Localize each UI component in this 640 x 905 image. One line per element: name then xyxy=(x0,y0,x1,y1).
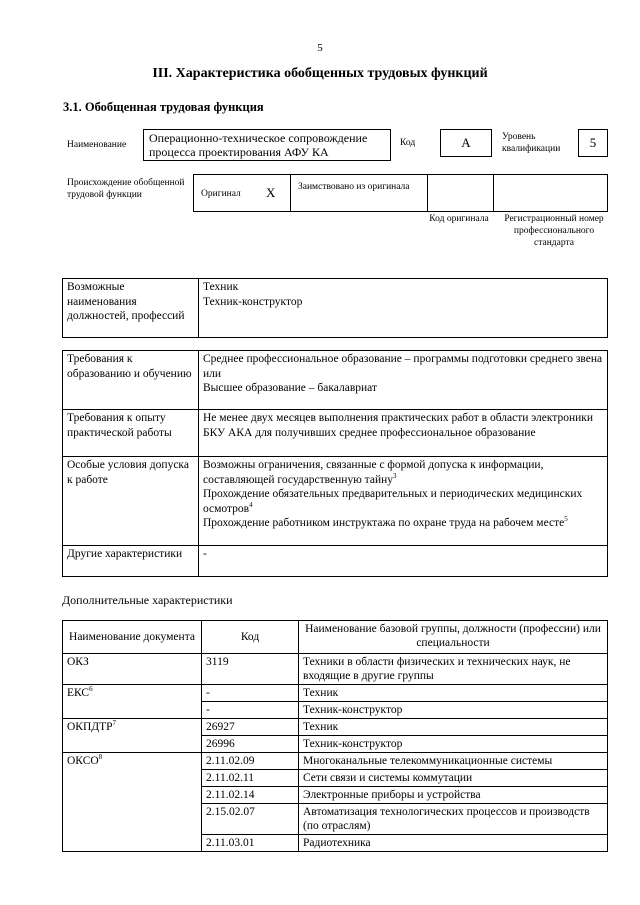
code-cell: 2.11.02.09 xyxy=(202,753,299,770)
code-original-caption: Код оригинала xyxy=(429,214,489,224)
group-name-cell: Сети связи и системы коммутации xyxy=(299,770,608,787)
table-row xyxy=(63,351,608,410)
positions-table xyxy=(62,278,608,338)
footnote-ref: 4 xyxy=(249,500,253,509)
req-line: Прохождение работником инструктажа по охране труда на рабочем месте$^5$ xyxy=(203,515,568,529)
page-number: 5 xyxy=(317,42,323,54)
group-name-cell: Многоканальные телекоммуникационные системы xyxy=(299,753,608,770)
name-label: Наименование xyxy=(67,140,127,150)
table-row xyxy=(63,654,608,685)
table-row xyxy=(63,685,608,702)
doc-name-cell: ОКЗ xyxy=(63,654,202,685)
code-cell: 2.11.02.11 xyxy=(202,770,299,787)
footnote-ref: 3 xyxy=(393,471,397,480)
req-label-experience: Требования к опыту практической работы xyxy=(63,410,199,457)
group-name-cell: Техники в области физических и технических наук, не входящие в другие группы xyxy=(299,654,608,685)
group-name-cell: Техник xyxy=(299,685,608,702)
doc-name-cell: ОКСО$^8$ xyxy=(63,753,202,852)
code-cell: 2.11.03.01 xyxy=(202,835,299,852)
table-header-row xyxy=(63,621,608,654)
position-item: Техник-конструктор xyxy=(203,295,303,308)
borrowed-label: Заимствовано из оригинала xyxy=(298,182,410,192)
group-name-cell: Техник-конструктор xyxy=(299,702,608,719)
code-value: А xyxy=(440,129,492,157)
origin-label: Происхождение обобщенной трудовой функции xyxy=(67,178,185,200)
code-cell: 2.15.02.07 xyxy=(202,804,299,835)
req-line: Высшее образование – бакалавриат xyxy=(203,382,377,394)
req-label-other: Другие характеристики xyxy=(63,546,199,577)
positions-values xyxy=(199,279,608,338)
doc-name-cell: ОКПДТР$^7$ xyxy=(63,719,202,753)
group-name-cell: Техник-конструктор xyxy=(299,736,608,753)
code-cell: - xyxy=(202,685,299,702)
additional-title: Дополнительные характеристики xyxy=(62,593,233,607)
req-line: - xyxy=(199,546,608,577)
col-header-document: Наименование документа xyxy=(63,621,202,654)
section-title: III. Характеристика обобщенных трудовых функций xyxy=(152,66,488,81)
name-value: Операционно-техническое сопровождение процесса проектирования АФУ КА xyxy=(143,129,391,161)
doc-name-cell: ЕКС$^6$ xyxy=(63,685,202,719)
table-row xyxy=(63,457,608,546)
code-cell: 26996 xyxy=(202,736,299,753)
level-value: 5 xyxy=(578,129,608,157)
table-row xyxy=(63,410,608,457)
footnote-ref: 8 xyxy=(98,753,103,762)
group-name-cell: Автоматизация технологических процессов и производств (по отраслям) xyxy=(299,804,608,835)
requirements-table xyxy=(62,350,608,577)
req-label-conditions: Особые условия допуска к работе xyxy=(63,457,199,546)
footnote-ref: 5 xyxy=(564,515,568,524)
col-header-name: Наименование базовой группы, должности (профессии) или специальности xyxy=(299,621,608,654)
code-cell: 26927 xyxy=(202,719,299,736)
req-line: Не менее двух месяцев выполнения практических работ в области электроники БКУ АКА для получивших среднее профессиональное образование xyxy=(203,412,593,439)
group-name-cell: Техник xyxy=(299,719,608,736)
req-line: или xyxy=(203,367,222,380)
code-cell: 3119 xyxy=(202,654,299,685)
subsection-title: 3.1. Обобщенная трудовая функция xyxy=(63,100,264,114)
level-label: Уровень квалификации xyxy=(502,132,561,154)
table-row xyxy=(63,753,608,770)
req-line: Прохождение обязательных предварительных и периодических медицинских осмотров$^4$ xyxy=(203,488,583,515)
group-name-cell: Электронные приборы и устройства xyxy=(299,787,608,804)
positions-label: Возможные наименования должностей, профессий xyxy=(63,279,199,338)
col-header-code: Код xyxy=(202,621,299,654)
table-row xyxy=(63,719,608,736)
req-line: Возможны ограничения, связанные с формой допуска к информации, составляющей государственную тайну$^3$ xyxy=(203,459,544,486)
additional-table xyxy=(62,620,608,852)
original-label: Оригинал xyxy=(201,189,241,199)
code-cell: - xyxy=(202,702,299,719)
reg-number-caption: Регистрационный номер профессионального стандарта xyxy=(504,214,604,248)
table-row xyxy=(63,546,608,577)
footnote-ref: 6 xyxy=(89,685,93,694)
position-item: Техник xyxy=(203,281,239,293)
footnote-ref: 7 xyxy=(112,719,117,728)
group-name-cell: Радиотехника xyxy=(299,835,608,852)
req-label-education: Требования к образованию и обучению xyxy=(63,351,199,410)
req-line: Среднее профессиональное образование – программы подготовки среднего звена xyxy=(203,353,603,365)
origin-table xyxy=(193,174,608,212)
code-label: Код xyxy=(400,138,416,148)
code-cell: 2.11.02.14 xyxy=(202,787,299,804)
original-mark: X xyxy=(266,185,276,200)
